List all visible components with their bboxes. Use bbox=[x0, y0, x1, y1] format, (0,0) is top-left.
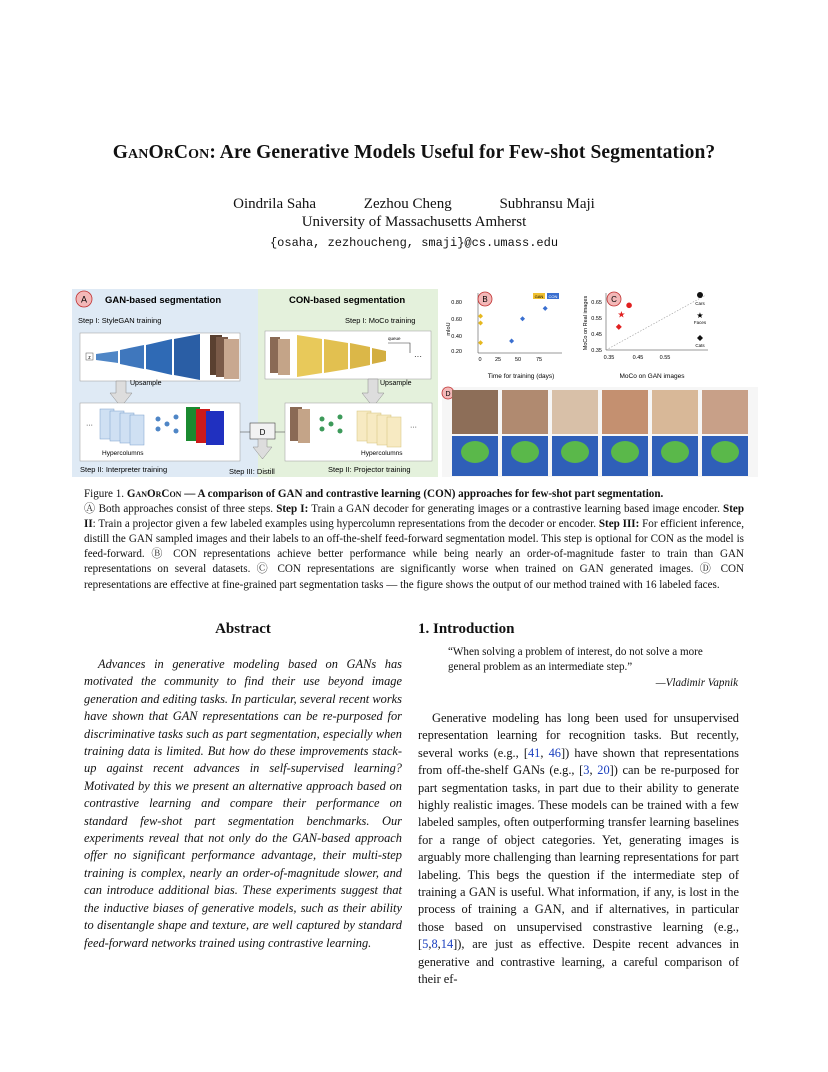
queue-ellipsis: ··· bbox=[414, 352, 422, 361]
chart-b-ylabel: mIoU bbox=[446, 322, 452, 336]
upsample-right-label: Upsample bbox=[380, 380, 412, 387]
data-point-con bbox=[509, 339, 514, 344]
data-point-gan bbox=[478, 340, 483, 345]
citation-link[interactable]: 3 bbox=[583, 763, 590, 778]
paper-title bbox=[0, 142, 828, 164]
chart-b-xlabel: Time for training (days) bbox=[487, 373, 555, 380]
gan-step1: Step I: StyleGAN training bbox=[78, 316, 162, 325]
caption-text: Both approaches consist of three steps. bbox=[95, 503, 277, 516]
author: Zezhou Cheng bbox=[363, 196, 452, 212]
citation-link[interactable]: 8 bbox=[431, 937, 438, 952]
face-part bbox=[511, 441, 539, 463]
x-tick-label: 75 bbox=[535, 357, 543, 363]
panel-d-faces bbox=[442, 387, 758, 477]
y-tick-label: 0.65 bbox=[591, 300, 602, 306]
face-part bbox=[461, 441, 489, 463]
y-tick-label: 0.35 bbox=[591, 348, 602, 354]
panel-d-label: D bbox=[445, 391, 451, 398]
legend-gan: GAN bbox=[534, 294, 544, 299]
intro-text: , bbox=[540, 745, 549, 760]
ellipsis: ··· bbox=[410, 424, 417, 431]
y-tick-label: 0.20 bbox=[451, 349, 462, 355]
face-photo bbox=[652, 390, 698, 434]
intro-text: ]) can be re-purposed for part segmentation tasks, in part due to their ability to generate highly realistic images. These models can be trained with a few labeled samples, often outperforming transfer learning baselines for a range of object categories. Yet, generating images is arguably more challenging than learning representations for part labeling. This begs the question if the intermediate step of training a GAN is useful. What information, if any, is lost in the process of training a GAN, and if alternatives, in particular those based on unsupervised constrastive learning (e.g., [ bbox=[418, 763, 739, 952]
x-tick-label: 0.55 bbox=[659, 355, 671, 361]
input-face bbox=[278, 339, 290, 375]
generator-layer bbox=[146, 339, 172, 375]
y-tick-label: 0.40 bbox=[451, 334, 462, 340]
abstract-heading: Abstract bbox=[215, 621, 271, 637]
face-part bbox=[661, 441, 689, 463]
abstract-text: Advances in generative modeling based on GANs has motivated the community to find their use beyond image generation and editing tasks. In particular, several recent works have shown that GAN representations can be re-purposed for discriminative tasks such as part segmentation, especially when training data is limited. But how do these improvements stack-up against recent advances in self-supervised learning? Motivated by this we present an alternative approach based on contrastive learning and compare their performance on standard few-shot part segmentation benchmarks. Our experiments reveal that not only do the GAN-based approach offer no significant performance advantage, their multi-step training is complex, nearly an order-of-magnitude slower, and can introduce additional bias. These experiments suggest that the inductive biases of generative models, such as their ability to disentangle shape and texture, are well captured by standard feed-forward networks trained using contrastive learning. bbox=[84, 657, 402, 950]
y-tick-label: 0.80 bbox=[451, 300, 462, 306]
mlp-node bbox=[329, 422, 334, 427]
intro-text: , bbox=[437, 937, 441, 952]
data-point-cats bbox=[616, 324, 622, 330]
hypercolumns-right-label: Hypercolumns bbox=[361, 450, 403, 457]
legend-faces: Faces bbox=[693, 320, 707, 325]
intro-text: , bbox=[589, 763, 598, 778]
mlp-node bbox=[338, 429, 343, 434]
y-tick-label: 0.55 bbox=[591, 316, 602, 322]
y-tick-label: 0.45 bbox=[591, 332, 602, 338]
gan-title: GAN-based segmentation bbox=[105, 295, 222, 306]
face-part bbox=[611, 441, 639, 463]
generated-face bbox=[224, 339, 239, 379]
legend-cats-marker bbox=[697, 335, 703, 341]
chart-c-ylabel: MoCo on Real images bbox=[583, 295, 589, 351]
data-point-con bbox=[543, 306, 548, 311]
x-tick-label: 0 bbox=[478, 357, 482, 363]
mlp-node bbox=[174, 429, 179, 434]
panel-b-label: B bbox=[482, 295, 488, 304]
face-photo bbox=[502, 390, 548, 434]
intro-body bbox=[418, 710, 739, 989]
data-point-gan bbox=[478, 321, 483, 326]
mlp-node bbox=[320, 427, 325, 432]
caption-method-name: GanOrCon bbox=[126, 488, 182, 500]
fig-label: Figure 1. bbox=[84, 488, 125, 500]
author: Oindrila Saha bbox=[233, 196, 317, 212]
caption-text: Ⓓ CON representations are effective at fine-grained part segmentation tasks — the figure shows the output of our method trained with 16 labeled faces. bbox=[84, 563, 744, 591]
x-tick-label: 25 bbox=[494, 357, 502, 363]
legend-faces-marker: ★ bbox=[696, 311, 704, 320]
citation-link[interactable]: 46 bbox=[548, 745, 561, 760]
legend-cars: Cars bbox=[695, 301, 705, 306]
citation-link[interactable]: 5 bbox=[422, 937, 429, 952]
mlp-node bbox=[320, 417, 325, 422]
data-point-faces: ★ bbox=[617, 309, 626, 320]
hypercolumns-left-label: Hypercolumns bbox=[102, 450, 144, 457]
citation-link[interactable]: 14 bbox=[440, 937, 454, 952]
intro-text: ]) have shown that representations from off-the-shelf GANs (e.g., [ bbox=[418, 745, 739, 778]
queue-label: queue bbox=[388, 336, 401, 341]
caption-text: Train a GAN decoder for generating images or a contrastive learning based image encoder. bbox=[308, 503, 724, 516]
epigraph-author: —Vladimir Vapnik bbox=[655, 677, 738, 689]
figure-caption bbox=[84, 487, 744, 593]
abstract-body bbox=[84, 656, 402, 952]
chart-c-points bbox=[616, 303, 632, 330]
face-photo bbox=[552, 390, 598, 434]
hypercolumn bbox=[387, 417, 401, 447]
y-tick-label: 0.60 bbox=[451, 317, 462, 323]
face-photo bbox=[452, 390, 498, 434]
x-tick-label: 0.45 bbox=[632, 355, 644, 361]
marker-a: Ⓐ bbox=[84, 503, 96, 516]
diagonal-line bbox=[606, 295, 706, 350]
data-point-cars bbox=[626, 303, 632, 309]
intro-heading: 1. Introduction bbox=[418, 621, 515, 637]
caption-text: Ⓑ CON representations achieve better performance while being nearly an order-of-magnitude faster to train than GAN representations on several datasets. bbox=[84, 548, 744, 576]
citation-link[interactable]: 41 bbox=[527, 745, 541, 760]
data-point-gan bbox=[478, 314, 483, 319]
step3-label: Step III: Distill bbox=[229, 467, 275, 476]
face-part bbox=[711, 441, 739, 463]
caption-step2-label: Step II bbox=[84, 503, 744, 531]
gan-step2: Step II: Interpreter training bbox=[80, 465, 168, 474]
mlp-node bbox=[174, 415, 179, 420]
email: {osaha, zezhoucheng, smaji}@cs.umass.edu bbox=[269, 236, 559, 250]
encoder-layer bbox=[324, 339, 348, 373]
hypercolumn bbox=[130, 415, 144, 445]
method-name: GanOrCon bbox=[112, 142, 210, 163]
con-title: CON-based segmentation bbox=[289, 295, 406, 306]
intro-paragraph bbox=[418, 710, 739, 989]
intro-text: , bbox=[428, 937, 432, 952]
mlp-node bbox=[156, 427, 161, 432]
caption-text: For efficient inference, distill the GAN sampled images and their labels to an off-the-shelf feed-forward segmentation model. This step is optional for CON as the model is feed-forward. bbox=[84, 518, 744, 561]
mlp-node bbox=[156, 417, 161, 422]
chart-c bbox=[583, 292, 708, 380]
segmentation-map bbox=[206, 411, 224, 445]
panel-a-label: A bbox=[80, 294, 88, 305]
legend-con: CON bbox=[548, 294, 558, 299]
con-step2: Step II: Projector training bbox=[328, 465, 411, 474]
caption-text: Ⓒ CON representations are significantly worse when trained on GAN generated images. bbox=[256, 563, 700, 576]
title-rest: : Are Generative Models Useful for Few-shot Segmentation? bbox=[209, 142, 716, 163]
encoder-layer bbox=[297, 335, 322, 377]
caption-text: : Train a projector given a few labeled examples using hypercolumn representations from the decoder or encoder. bbox=[92, 518, 599, 531]
encoder-layer bbox=[350, 343, 370, 369]
epigraph: “When solving a problem of interest, do not solve a more general problem as an intermediate step.” bbox=[448, 646, 703, 673]
caption-bold: — A comparison of GAN and contrastive learning (CON) approaches for few-shot part segmentation. bbox=[181, 488, 664, 500]
face-photo bbox=[602, 390, 648, 434]
author: Subhransu Maji bbox=[499, 196, 595, 212]
z-label: z bbox=[88, 355, 91, 361]
caption-step3-label: Step III: bbox=[598, 518, 640, 531]
intro-text: ]), are just as effective. Despite recent advances in generative and contrastive learning, a careful comparison of their ef- bbox=[418, 937, 739, 987]
face-part bbox=[561, 441, 589, 463]
x-tick-label: 0.35 bbox=[603, 355, 615, 361]
panel-c-label: C bbox=[611, 295, 617, 304]
intro-text: Generative modeling has long been used for unsupervised representation learning for recognition tasks. But recently, several works (e.g., [ bbox=[418, 711, 739, 760]
figure-1 bbox=[72, 287, 758, 480]
output-face bbox=[298, 409, 310, 443]
citation-link[interactable]: 20 bbox=[597, 763, 610, 778]
x-tick-label: 50 bbox=[514, 357, 522, 363]
ellipsis: ··· bbox=[86, 422, 93, 429]
chart-c-xlabel: MoCo on GAN images bbox=[619, 373, 685, 380]
caption-step1-label: Step I: bbox=[276, 503, 309, 516]
legend-cats: Cats bbox=[695, 343, 705, 348]
distill-model-label: D bbox=[259, 428, 266, 437]
face-photo bbox=[702, 390, 748, 434]
chart-b bbox=[446, 292, 562, 380]
con-step1: Step I: MoCo training bbox=[345, 316, 416, 325]
author-list bbox=[0, 196, 828, 213]
generator-layer bbox=[174, 334, 200, 380]
legend-cars-marker bbox=[697, 292, 703, 298]
upsample-left-label: Upsample bbox=[130, 380, 162, 387]
mlp-node bbox=[338, 415, 343, 420]
data-point-con bbox=[520, 316, 525, 321]
affiliation: University of Massachusetts Amherst bbox=[301, 214, 527, 230]
mlp-node bbox=[165, 422, 170, 427]
